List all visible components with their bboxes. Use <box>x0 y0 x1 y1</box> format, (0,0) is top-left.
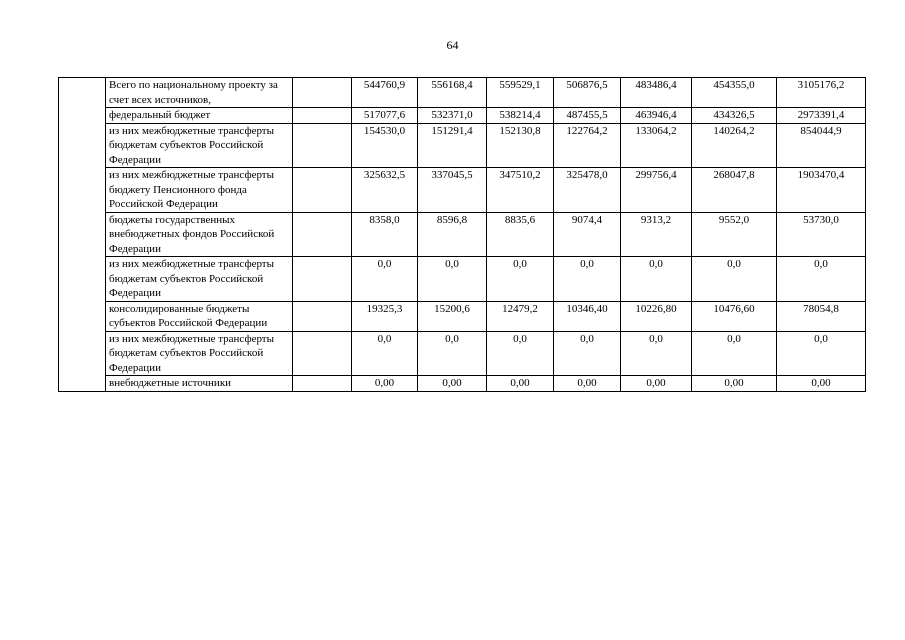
value-cell: 0,00 <box>692 376 777 392</box>
row-label: из них межбюджетные трансферты бюджетам субъектов Российской Федерации <box>106 331 293 376</box>
value-cell: 152130,8 <box>487 123 554 168</box>
table-body <box>59 78 866 392</box>
value-cell: 0,00 <box>554 376 621 392</box>
value-cell: 544760,9 <box>352 78 418 108</box>
value-cell: 15200,6 <box>418 301 487 331</box>
value-cell: 8596,8 <box>418 212 487 257</box>
value-cell: 0,0 <box>352 331 418 376</box>
value-cell: 0,00 <box>487 376 554 392</box>
value-cell: 0,0 <box>487 331 554 376</box>
value-cell: 8835,6 <box>487 212 554 257</box>
value-cell: 133064,2 <box>621 123 692 168</box>
value-cell: 325478,0 <box>554 168 621 213</box>
value-cell: 10346,40 <box>554 301 621 331</box>
value-cell: 538214,4 <box>487 108 554 124</box>
empty-cell <box>293 331 352 376</box>
empty-cell <box>293 123 352 168</box>
row-label: внебюджетные источники <box>106 376 293 392</box>
value-cell: 0,0 <box>621 257 692 302</box>
table-row <box>59 331 866 376</box>
budget-table <box>58 77 866 392</box>
value-cell: 10476,60 <box>692 301 777 331</box>
value-cell: 517077,6 <box>352 108 418 124</box>
value-cell: 140264,2 <box>692 123 777 168</box>
value-cell: 154530,0 <box>352 123 418 168</box>
value-cell: 556168,4 <box>418 78 487 108</box>
value-cell: 268047,8 <box>692 168 777 213</box>
value-cell: 0,00 <box>352 376 418 392</box>
value-cell: 506876,5 <box>554 78 621 108</box>
table-row <box>59 301 866 331</box>
row-label: из них межбюджетные трансферты бюджетам субъектов Российской Федерации <box>106 123 293 168</box>
value-cell: 122764,2 <box>554 123 621 168</box>
row-label: консолидированные бюджеты субъектов Российской Федерации <box>106 301 293 331</box>
row-label: из них межбюджетные трансферты бюджету Пенсионного фонда Российской Федерации <box>106 168 293 213</box>
value-cell: 9313,2 <box>621 212 692 257</box>
value-cell: 151291,4 <box>418 123 487 168</box>
empty-cell <box>293 212 352 257</box>
table-row <box>59 108 866 124</box>
value-cell: 0,0 <box>692 331 777 376</box>
table-row <box>59 257 866 302</box>
value-cell: 19325,3 <box>352 301 418 331</box>
value-cell: 10226,80 <box>621 301 692 331</box>
value-cell: 463946,4 <box>621 108 692 124</box>
value-cell: 337045,5 <box>418 168 487 213</box>
value-cell: 487455,5 <box>554 108 621 124</box>
value-cell: 434326,5 <box>692 108 777 124</box>
total-cell: 78054,8 <box>777 301 866 331</box>
total-cell: 0,0 <box>777 331 866 376</box>
value-cell: 0,0 <box>554 331 621 376</box>
value-cell: 347510,2 <box>487 168 554 213</box>
total-cell: 2973391,4 <box>777 108 866 124</box>
total-cell: 0,00 <box>777 376 866 392</box>
value-cell: 9074,4 <box>554 212 621 257</box>
total-cell: 53730,0 <box>777 212 866 257</box>
value-cell: 0,0 <box>352 257 418 302</box>
page-number: 64 <box>446 38 459 52</box>
empty-cell <box>293 108 352 124</box>
table-row <box>59 123 866 168</box>
value-cell: 0,00 <box>621 376 692 392</box>
value-cell: 0,0 <box>692 257 777 302</box>
value-cell: 0,0 <box>621 331 692 376</box>
value-cell: 0,0 <box>554 257 621 302</box>
value-cell: 325632,5 <box>352 168 418 213</box>
empty-cell <box>293 376 352 392</box>
row-label: Всего по национальному проекту за счет всех источников, <box>106 78 293 108</box>
value-cell: 8358,0 <box>352 212 418 257</box>
value-cell: 12479,2 <box>487 301 554 331</box>
empty-cell <box>293 78 352 108</box>
value-cell: 0,0 <box>418 257 487 302</box>
empty-cell <box>293 257 352 302</box>
table-row <box>59 376 866 392</box>
total-cell: 1903470,4 <box>777 168 866 213</box>
value-cell: 454355,0 <box>692 78 777 108</box>
value-cell: 299756,4 <box>621 168 692 213</box>
value-cell: 9552,0 <box>692 212 777 257</box>
table-row <box>59 78 866 108</box>
value-cell: 559529,1 <box>487 78 554 108</box>
empty-cell <box>293 168 352 213</box>
row-label: из них межбюджетные трансферты бюджетам субъектов Российской Федерации <box>106 257 293 302</box>
value-cell: 0,0 <box>487 257 554 302</box>
value-cell: 483486,4 <box>621 78 692 108</box>
row-number-cell <box>59 78 106 392</box>
row-label: федеральный бюджет <box>106 108 293 124</box>
total-cell: 854044,9 <box>777 123 866 168</box>
total-cell: 3105176,2 <box>777 78 866 108</box>
value-cell: 0,0 <box>418 331 487 376</box>
table-row <box>59 212 866 257</box>
empty-cell <box>293 301 352 331</box>
total-cell: 0,0 <box>777 257 866 302</box>
value-cell: 0,00 <box>418 376 487 392</box>
value-cell: 532371,0 <box>418 108 487 124</box>
table-row <box>59 168 866 213</box>
row-label: бюджеты государственных внебюджетных фондов Российской Федерации <box>106 212 293 257</box>
